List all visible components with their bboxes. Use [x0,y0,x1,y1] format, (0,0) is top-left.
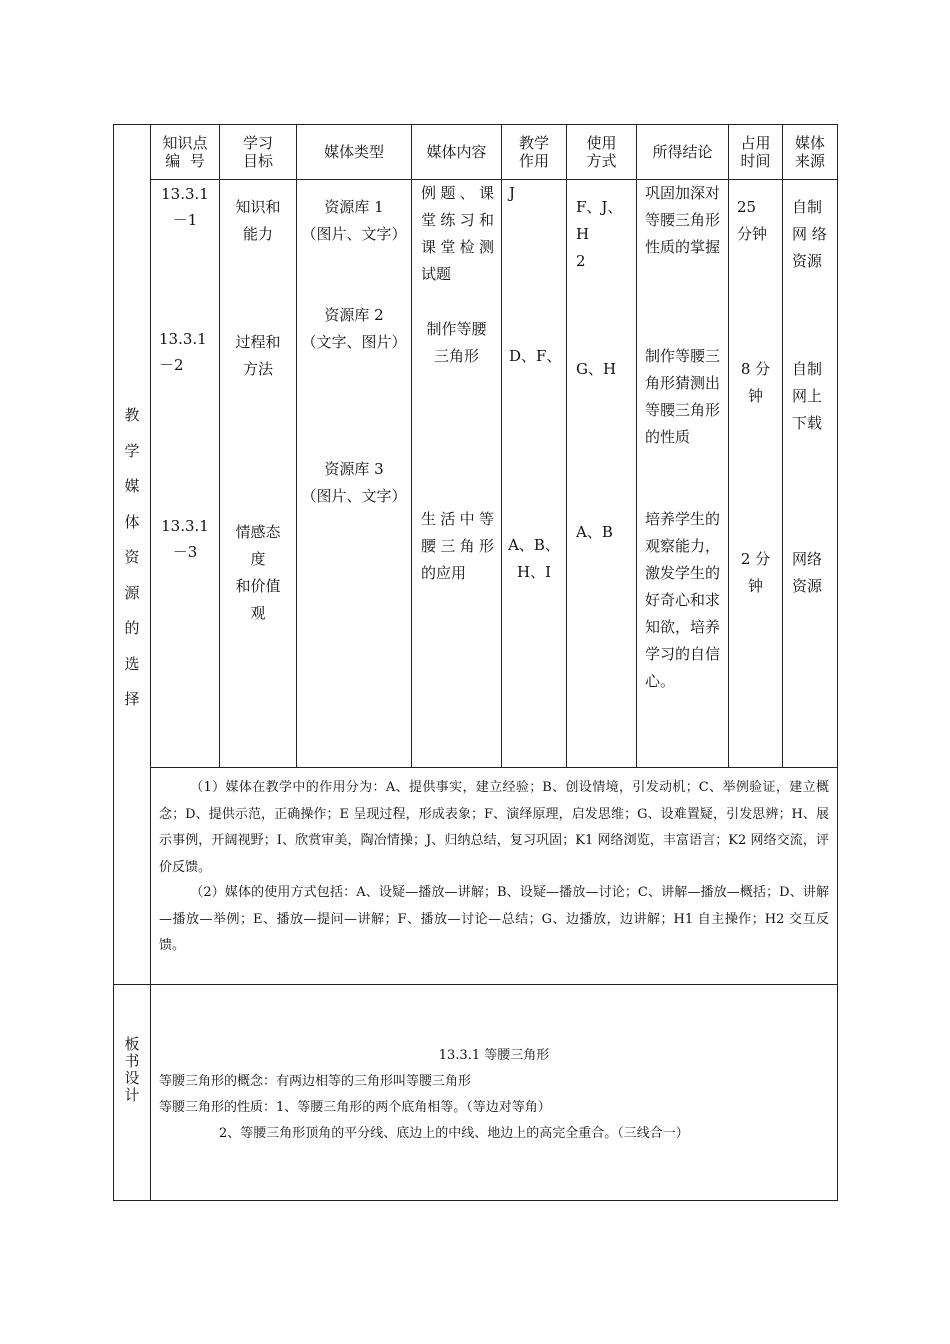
note-media-roles: （1）媒体在教学中的作用分为：A、提供事实，建立经验；B、创设情境，引发动机；C、举例验证，建立概念；D、提供示范，正确操作；E 呈现过程，形成表象；F、演绎原理，启发思维；G、设难置疑，引发思辨；H、展示事例，开阔视野；I、欣赏审美，陶冶情操；J、归纳总结，复习巩固；K1 网络浏览，丰富语言；K2 网络交流，评价反馈。 [159,780,829,875]
side-char: 板 [124,1035,140,1053]
side-char: 择 [124,690,140,708]
header-usage: 使用 方式 [586,134,617,170]
side-char: 的 [124,619,140,637]
row2-id: 13.3.1 －2 [159,330,207,374]
row3-id: 13.3.1 －3 [161,517,209,561]
row2-conclusion: 制作等腰三角形猜测出等腰三角形的性质 [645,347,721,446]
side-char: 选 [124,654,140,673]
side-char: 书 [124,1052,140,1070]
header-point-id: 知识点 编 号 [162,134,208,170]
row2-time: 8 分 钟 [740,360,771,405]
side-char: 媒 [124,477,140,495]
row1-conclusion: 巩固加深对等腰三角形性质的掌握 [645,184,721,256]
row1-goal: 知识和 能力 [235,198,281,243]
row1-source: 自制 网 络 资源 [792,198,827,270]
row3-role: A、B、 H、I [508,536,560,581]
row1-content: 例题、课堂练习和课堂检测试题 [421,184,494,283]
row3-media-type: 资源库 3 （图片、文字） [301,460,407,505]
board-line-property: 等腰三角形的性质：1、等腰三角形的两个底角相等。（等边对等角） [159,1100,551,1115]
row2-usage: G、H [576,360,617,378]
row3-source: 网络 资源 [792,550,823,595]
header-goal: 学习 目标 [242,134,273,170]
row2-goal: 过程和 方法 [235,333,281,378]
row3-usage: A、B [576,523,613,541]
side-char: 计 [124,1086,140,1104]
header-conclusion: 所得结论 [652,143,713,161]
row1-id: 13.3.1 －1 [161,185,209,229]
side-char: 资 [124,548,140,566]
row3-goal: 情感态 度 和价值 观 [235,523,281,622]
row2-content: 制作等腰 三角形 [426,320,487,365]
row3-content: 生活中等腰三角形的应用 [421,510,494,582]
side-label-media [122,398,142,718]
board-title: 13.3.1 等腰三角形 [438,1048,550,1063]
row3-conclusion: 培养学生的观察能力，激发学生的好奇心和求知欲，培养学习的自信心。 [645,510,721,690]
side-label-board [122,1036,142,1104]
row1-usage: F、J、H 2 [576,198,623,270]
board-line-concept: 等腰三角形的概念：有两边相等的三角形叫等腰三角形 [159,1074,472,1089]
header-time: 占用 时间 [740,134,771,170]
side-char: 学 [124,441,140,460]
row3-time: 2 分 钟 [740,550,771,595]
side-char: 教 [124,406,140,424]
row2-source: 自制 网上 下载 [792,360,823,432]
side-char: 设 [124,1069,140,1087]
header-source: 媒体 来源 [794,134,825,170]
board-line-three-in-one: 2、等腰三角形顶角的平分线、底边上的中线、地边上的高完全重合。（三线合一） [219,1126,689,1141]
header-media-type: 媒体类型 [323,143,384,161]
row2-media-type: 资源库 2 （文字、图片） [301,306,407,351]
header-role: 教学 作用 [518,134,549,170]
side-char: 源 [124,583,140,602]
row2-role: D、F、 [509,347,562,365]
header-media-content: 媒体内容 [426,143,487,161]
side-char: 体 [124,512,140,531]
note-media-usage: （2）媒体的使用方式包括：A、设疑—播放—讲解；B、设疑—播放—讨论；C、讲解—播放—概括；D、讲解—播放—举例；E、播放—提问—讲解；F、播放—讨论—总结；G、边播放，边讲解；H1 自主操作；H2 交互反馈。 [159,885,829,953]
row1-time: 25 分钟 [737,198,768,243]
row1-role: J [509,184,516,202]
row1-media-type: 资源库 1 （图片、文字） [301,198,407,243]
